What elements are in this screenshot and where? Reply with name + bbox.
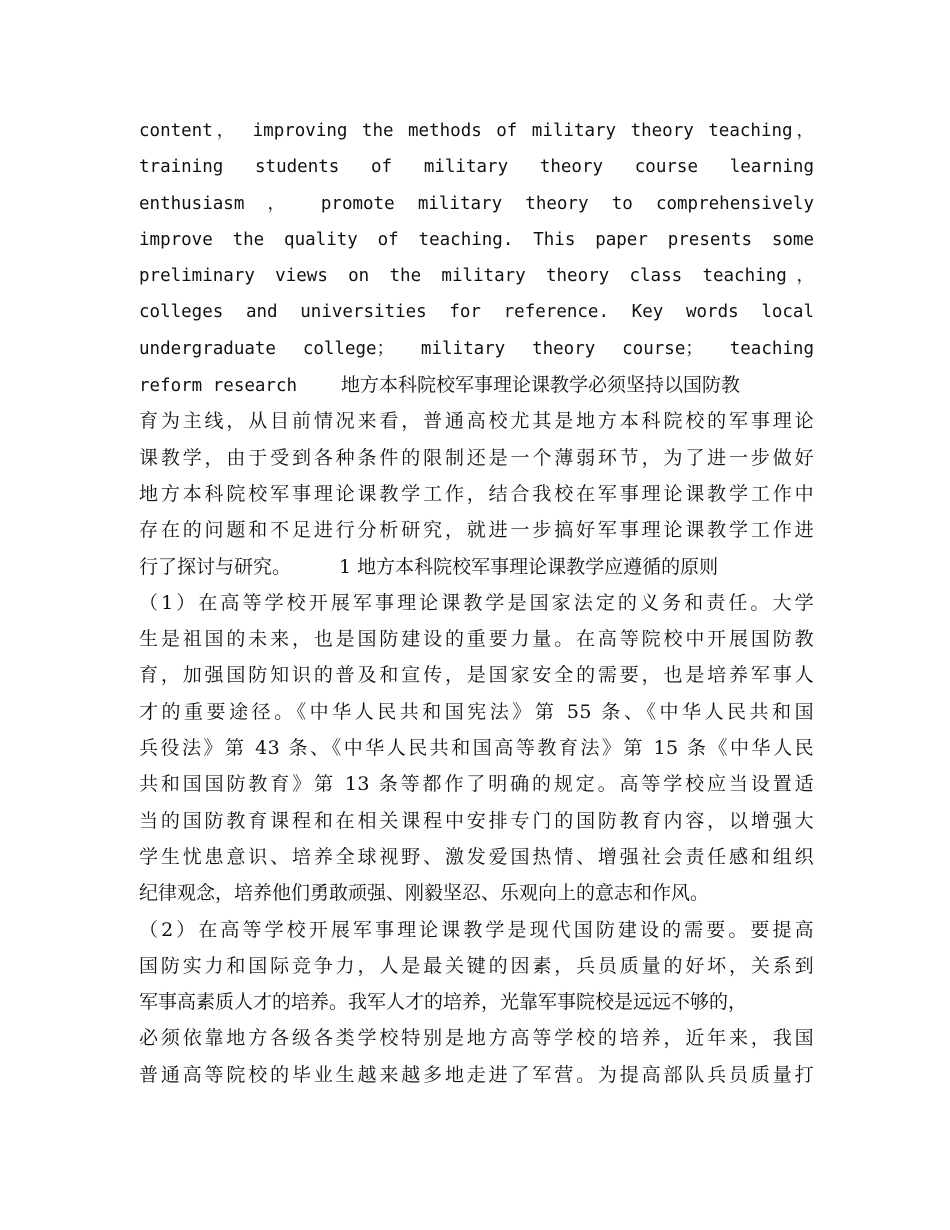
text-line: 当的国防教育课程和在相关课程中安排专门的国防教育内容，以增强大 bbox=[139, 809, 814, 832]
text-line: （1）在高等学校开展军事理论课教学是国家法定的义务和责任。大学 bbox=[139, 591, 814, 614]
text-line: colleges and universities for reference. Key words local bbox=[139, 302, 814, 323]
text-line bbox=[139, 367, 814, 403]
text-line bbox=[139, 549, 814, 585]
text-line: preliminary views on the military theory class teaching， bbox=[139, 266, 814, 287]
text-line: enthusiasm ， promote military theory to comprehensively bbox=[139, 193, 814, 214]
text-line: （2）在高等学校开展军事理论课教学是现代国防建设的需要。要提高 bbox=[139, 918, 814, 941]
text-line: 共和国国防教育》第 13 条等都作了明确的规定。高等学校应当设置适 bbox=[139, 773, 814, 796]
text-line: 育，加强国防知识的普及和宣传，是国家安全的需要，也是培养军事人 bbox=[139, 664, 814, 687]
text-line: content， improving the methods of military theory teaching， bbox=[139, 121, 814, 141]
text-line: 存在的问题和不足进行分析研究，就进一步搞好军事理论课教学工作进 bbox=[139, 519, 814, 542]
text-line: 兵役法》第 43 条、《中华人民共和国高等教育法》第 15 条《中华人民 bbox=[139, 737, 814, 760]
text-fragment: reform research bbox=[139, 376, 298, 397]
text-line: 纪律观念，培养他们勇敢顽强、刚毅坚忍、乐观向上的意志和作风。 bbox=[139, 882, 710, 905]
text-line: 普通高等院校的毕业生越来越多地走进了军营。为提高部队兵员质量打 bbox=[139, 1063, 814, 1086]
document-body bbox=[139, 113, 814, 1093]
text-line: 学生忧患意识、培养全球视野、激发爱国热情、增强社会责任感和组织 bbox=[139, 845, 814, 868]
text-fragment: 地方本科院校军事理论课教学必须坚持以国防教 bbox=[341, 374, 741, 397]
text-line: training students of military theory course learning bbox=[139, 157, 814, 178]
text-line: 育为主线，从目前情况来看，普通高校尤其是地方本科院校的军事理论 bbox=[139, 410, 814, 433]
text-line: undergraduate college； military theory course； teaching bbox=[139, 338, 814, 359]
text-line: 课教学，由于受到各种条件的限制还是一个薄弱环节，为了进一步做好 bbox=[139, 446, 814, 469]
text-line: 才的重要途径。《中华人民共和国宪法》第 55 条、《中华人民共和国 bbox=[139, 700, 814, 723]
text-line: improve the quality of teaching. This paper presents some bbox=[139, 229, 814, 250]
section-heading: 1 地方本科院校军事理论课教学应遵循的原则 bbox=[339, 555, 719, 578]
text-line: 军事高素质人才的培养。我军人才的培养，光靠军事院校是远远不够的， bbox=[139, 991, 748, 1014]
text-line: 地方本科院校军事理论课教学工作，结合我校在军事理论课教学工作中 bbox=[139, 482, 814, 505]
text-line: 必须依靠地方各级各类学校特别是地方高等学校的培养，近年来，我国 bbox=[139, 1027, 814, 1050]
text-line: 国防实力和国际竞争力，人是最关键的因素，兵员质量的好坏，关系到 bbox=[139, 954, 814, 977]
text-fragment: 行了探讨与研究。 bbox=[139, 555, 292, 578]
text-line: 生是祖国的未来，也是国防建设的重要力量。在高等院校中开展国防教 bbox=[139, 628, 814, 651]
